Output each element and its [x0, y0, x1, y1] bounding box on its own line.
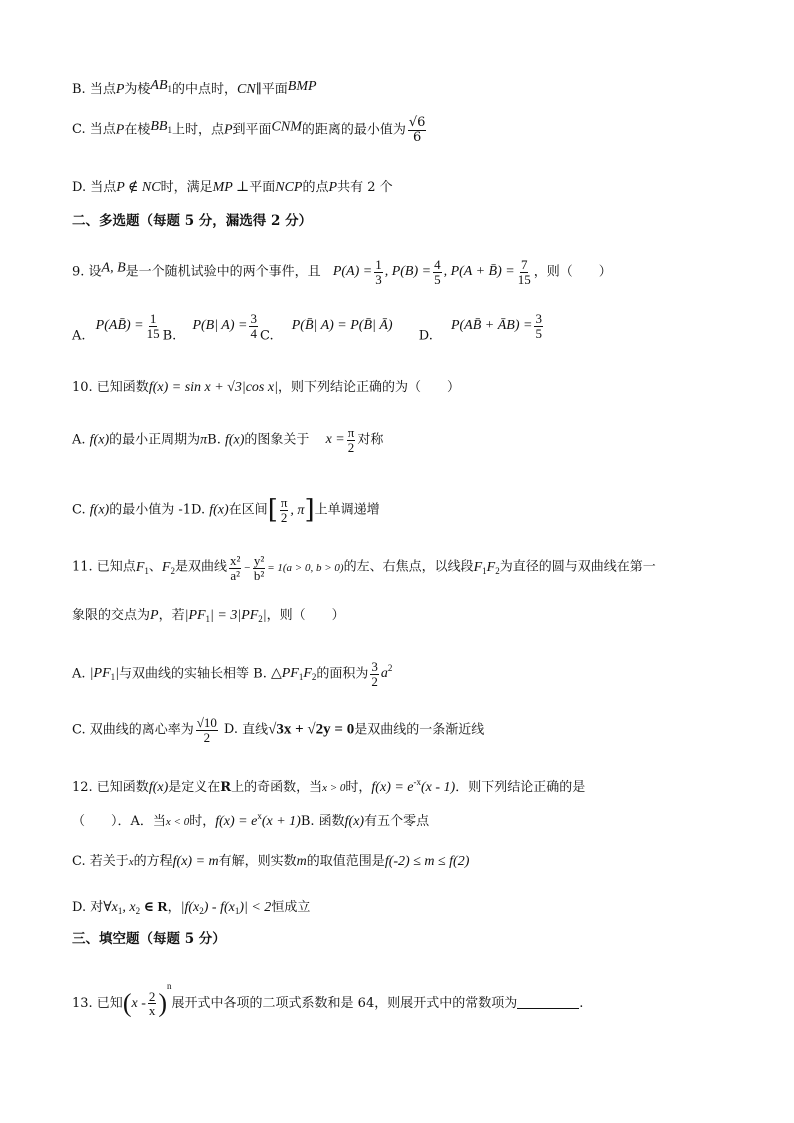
- fraction-numerator: 3: [535, 311, 542, 326]
- math-expr: x -: [131, 996, 146, 1011]
- text: 时，满足: [160, 180, 213, 195]
- math-var: NCP: [275, 180, 303, 195]
- text: 平面: [261, 82, 288, 97]
- question-number: 11. 已知点: [72, 559, 136, 575]
- text: 象限的交点为: [72, 608, 151, 623]
- text: 在棱: [124, 122, 151, 138]
- q10-options-cd: C. f(x)的最小值为 -1D. f(x)在区间[ $\frac{\pi}{2}$ , π]上单调递增: [72, 495, 380, 525]
- option-label: D. 当点: [72, 180, 117, 195]
- math-expr: P(AB̄) =: [95, 318, 144, 334]
- math-expr: P(A) =: [332, 264, 373, 280]
- option-label: C. 若关于: [72, 854, 129, 869]
- fraction-denominator: x: [148, 1003, 156, 1019]
- q10-stem: [72, 378, 754, 398]
- text: 上的奇函数，当: [231, 780, 323, 795]
- fraction-numerator: 1: [375, 257, 382, 272]
- math-sup: -x: [413, 777, 422, 787]
- section-heading-multiple-choice: 二、多选题（每题 5 分，漏选得 2 分）: [72, 213, 313, 229]
- math-expr: △PF: [270, 666, 299, 682]
- option-label: A.: [72, 666, 86, 682]
- math-var: BB: [150, 118, 168, 134]
- fraction-denominator: 5: [434, 271, 441, 287]
- text: （ ）．A．当: [72, 814, 166, 829]
- text: 共有 2 个: [337, 180, 393, 195]
- text: 为直径的圆与双曲线在第一: [499, 559, 656, 575]
- text: ，则（ ）: [266, 608, 345, 623]
- text: 与双曲线的实轴长相等: [118, 666, 249, 682]
- math-var: π: [200, 432, 208, 448]
- text: 的左、右焦点，以线段: [343, 559, 474, 575]
- text: 是双曲线: [174, 559, 227, 575]
- math-var: BMP: [287, 79, 317, 94]
- text: ，若: [158, 608, 185, 623]
- text: 为棱: [124, 82, 151, 97]
- fraction-denominator: b²: [253, 567, 265, 583]
- fraction-numerator: 3: [371, 659, 378, 674]
- fraction-denominator: 2: [371, 673, 378, 689]
- text: 恒成立: [271, 900, 311, 915]
- math-expr: ) - f(x: [203, 900, 235, 915]
- math-var: P: [150, 608, 159, 623]
- math-expr: MP ⊥: [212, 180, 250, 195]
- math-expr: , P(A + B̄) =: [443, 264, 515, 280]
- fraction-denominator: 6: [413, 129, 422, 145]
- text: 是双曲线的一条渐近线: [354, 722, 485, 738]
- q10-options-ab: [72, 426, 754, 454]
- option-label: B. 当点: [72, 82, 116, 97]
- math-expr: (x + 1): [261, 814, 301, 829]
- option-label: D. 对: [72, 900, 104, 915]
- math-var: P: [115, 82, 125, 97]
- math-sup: x: [257, 811, 262, 821]
- fraction-denominator: 15: [146, 325, 160, 341]
- fraction-numerator: √6: [408, 115, 426, 130]
- math-expr: f(-2) ≤ m ≤ f(2): [384, 854, 470, 869]
- fraction-numerator: 7: [520, 257, 528, 272]
- q8-option-c: [72, 116, 754, 144]
- math-expr: f(x) = e: [371, 780, 414, 795]
- math-expr: f(x): [209, 502, 229, 518]
- text: ，则（ ）: [533, 264, 612, 280]
- option-label: A.: [72, 432, 86, 448]
- q12-stem-line2: [72, 810, 754, 832]
- math-expr: , π: [290, 502, 305, 518]
- question-number: 13. 已知: [72, 996, 123, 1011]
- question-number: 12. 已知函数: [72, 780, 149, 795]
- answer-blank[interactable]: [517, 996, 579, 1009]
- text: 是一个随机试验中的两个事件，且: [125, 264, 321, 280]
- math-expr: (x - 1): [421, 780, 456, 795]
- fraction-denominator: 3: [375, 271, 382, 287]
- math-expr: |PF: [89, 666, 111, 682]
- text: 、: [148, 559, 162, 575]
- fraction-denominator: 4: [250, 325, 257, 341]
- math-expr: , x: [122, 900, 136, 915]
- question-number: 10. 已知函数: [72, 380, 149, 395]
- text: 平面: [249, 180, 276, 195]
- option-label: B. 函数: [300, 814, 345, 829]
- math-var: P: [328, 180, 338, 195]
- math-var: P: [223, 122, 233, 138]
- fraction-denominator: 5: [535, 325, 542, 341]
- math-var: x: [128, 856, 134, 868]
- fraction-denominator: 2: [280, 509, 288, 525]
- math-expr: | = 3|PF: [210, 608, 259, 623]
- fraction-denominator: 15: [517, 271, 531, 287]
- q11-stem-line1: 11. 已知点$F_1$、$F_2$是双曲线 $\frac{\text{x²}}{\text{a²}}$ − $\frac{\text{y²}}{\text{b²}}$ = 1(a > 0, b > 0)的左、右焦点，以线段$F_1F_2$为直径的圆与双曲线在第一: [72, 553, 656, 583]
- math-expr: P(AB̄ + ĀB) =: [450, 318, 533, 334]
- q9-stem: [72, 258, 754, 286]
- math-expr: P(B| A) =: [192, 318, 248, 334]
- math-expr: ∀x: [103, 900, 118, 915]
- fraction-denominator: 2: [203, 729, 211, 745]
- text: ，则下列结论正确的为（ ）: [277, 380, 460, 395]
- q11-options-ab: A. $|PF_1|$与双曲线的实轴长相等 B. $\triangle PF_1F_2$的面积为 $\frac{3}{2}$ $a^2$: [72, 659, 393, 689]
- math-expr: f(x) = e: [215, 814, 258, 829]
- option-label: C.: [259, 328, 274, 344]
- math-expr: f(x): [148, 780, 169, 795]
- option-label: B.: [207, 432, 221, 448]
- parallel-symbol: ∥: [255, 82, 262, 97]
- math-expr: |f(x: [180, 900, 200, 915]
- fraction-numerator: 3: [250, 311, 257, 326]
- math-expr: x < 0: [165, 816, 190, 828]
- math-expr: f(x): [89, 432, 110, 448]
- text: 展开式中各项的二项式系数和是 64，则展开式中的常数项为: [171, 996, 518, 1011]
- text: 有解，则实数: [218, 854, 297, 869]
- text: ，: [167, 900, 181, 915]
- text: 的中点时，: [172, 82, 238, 97]
- math-sub: 1: [167, 84, 173, 94]
- math-expr: |: [115, 666, 119, 682]
- text: 时，: [189, 814, 216, 829]
- fraction-numerator: y²: [253, 553, 265, 568]
- q8-option-d: [72, 178, 754, 198]
- math-var: CNM: [271, 119, 302, 135]
- q12-option-d: D. 对$\forall x_1$, $x_2$ ∈ R，$|f(x_2) - f(x_1)| < 2$恒成立: [72, 900, 311, 916]
- math-expr: )| < 2: [239, 900, 272, 915]
- fraction-denominator: 2: [347, 439, 355, 455]
- text: 上单调递增: [314, 502, 380, 518]
- q12-option-c: [72, 852, 754, 872]
- text: 的取值范围是: [306, 854, 385, 869]
- text: .: [579, 996, 584, 1011]
- fraction-numerator: π: [347, 425, 355, 440]
- option-label: B.: [253, 666, 267, 682]
- fraction-numerator: π: [280, 495, 288, 511]
- fraction-numerator: √10: [196, 715, 217, 730]
- math-expr: f(x): [224, 432, 245, 448]
- q9-options: [72, 312, 754, 346]
- q11-stem-line2: 象限的交点为P，若$|PF_1| = 3|PF_2|$，则（ ）: [72, 608, 345, 624]
- math-var: F: [473, 559, 483, 575]
- text: 的点: [302, 180, 329, 195]
- math-expr: f(x) = m: [172, 854, 219, 869]
- math-expr: x =: [325, 432, 345, 448]
- math-var: R: [220, 780, 232, 795]
- text: 的图象关于: [244, 432, 310, 448]
- fraction-numerator: 1: [149, 311, 157, 326]
- math-expr: f(x): [89, 502, 110, 518]
- math-sub: 1: [167, 124, 172, 135]
- option-label: C.: [72, 502, 86, 518]
- text: 的距离的最小值为: [301, 122, 406, 138]
- option-label: A.: [72, 328, 86, 344]
- text: 是定义在: [168, 780, 221, 795]
- math-expr: √3x + √2y = 0: [268, 721, 355, 738]
- math-var: m: [296, 854, 307, 869]
- math-var: a: [380, 666, 388, 682]
- math-var: B: [158, 78, 168, 93]
- math-expr: |: [262, 608, 267, 623]
- math-expr: , P(B) =: [384, 264, 432, 280]
- fraction-denominator: a²: [230, 567, 240, 583]
- text: 的面积为: [316, 666, 369, 682]
- text: 的方程: [133, 854, 173, 869]
- text: 的最小值为 -1: [109, 502, 191, 518]
- option-label: D.: [418, 328, 433, 344]
- math-expr: P ∉ NC: [116, 180, 161, 195]
- fraction-numerator: x²: [229, 553, 241, 568]
- text: 在区间: [228, 502, 268, 518]
- text: 时，: [345, 780, 372, 795]
- text: 有五个零点: [364, 814, 430, 829]
- math-expr: ∈ R: [143, 900, 168, 915]
- math-var: F: [161, 559, 171, 575]
- q12-stem-line1: [72, 776, 754, 798]
- math-expr: f(x) = sin x + √3|cos x|: [148, 380, 278, 395]
- math-expr: F: [303, 666, 312, 682]
- text: 的最小正周期为: [109, 432, 201, 448]
- math-var: A, B: [101, 260, 126, 276]
- section-heading-fill-in: 三、填空题（每题 5 分）: [72, 931, 226, 947]
- math-expr: x > 0: [322, 782, 346, 794]
- fraction-numerator: 4: [434, 257, 441, 272]
- option-label: B.: [162, 328, 177, 344]
- math-expr: = 1(a > 0, b > 0): [267, 561, 344, 574]
- math-var: CN: [237, 82, 256, 97]
- q11-options-cd: C. 双曲线的离心率为 $\frac{√10}{2}$ D. 直线√3x + √2y = 0是双曲线的一条渐近线: [72, 715, 485, 745]
- math-var: A: [150, 78, 159, 93]
- option-label: D.: [191, 502, 206, 518]
- fraction-numerator: 2: [148, 988, 156, 1004]
- option-label: C. 双曲线的离心率为: [72, 722, 194, 738]
- q8-option-b: [72, 76, 754, 100]
- math-var: F: [135, 559, 145, 575]
- option-label: C. 当点: [72, 122, 116, 138]
- math-expr: |PF: [184, 608, 206, 623]
- q13-stem: 13. 已知(x - $\frac{2}{x}$ )$^n$展开式中各项的二项式系数和是 64，则展开式中的常数项为 .: [72, 981, 584, 1019]
- math-expr: P(B̄| A) = P(B̄| Ā): [291, 318, 393, 334]
- text: 上时，点: [171, 122, 224, 138]
- text: 到平面: [232, 122, 272, 138]
- text: 对称: [357, 432, 384, 448]
- question-number: 9. 设: [72, 264, 102, 280]
- text: ．则下列结论正确的是: [455, 780, 586, 795]
- math-var: P: [115, 122, 125, 138]
- math-sup: n: [167, 981, 172, 991]
- math-expr: f(x): [344, 814, 365, 829]
